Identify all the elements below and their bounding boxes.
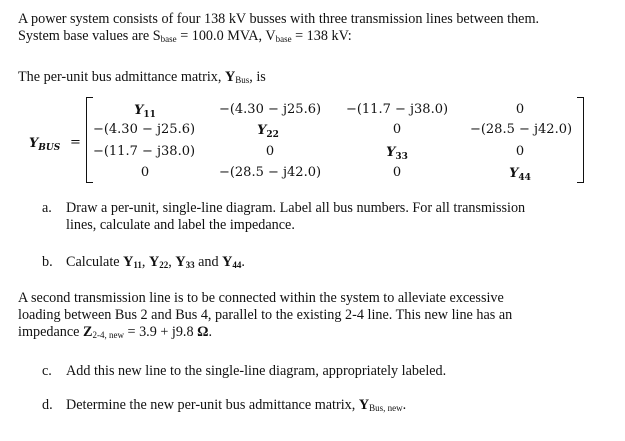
item-c-text: Add this new line to the single-line diagram, appropriately labeled. (66, 363, 447, 379)
matrix-cell-3-4: 0 (515, 144, 525, 159)
matrix-cell-2-1: −(4.30 − j25.6) (92, 122, 196, 137)
matrix-cell-4-1: 0 (140, 165, 150, 180)
matrix-cell-3-1: −(11.7 − j38.0) (92, 144, 196, 159)
matrix-left-bracket (86, 97, 93, 183)
item-b-text: Calculate $Y_{11}$, $Y_{22}$, $Y_{33}$ and $Y_{44}$. (66, 254, 245, 270)
matrix-equals: = (70, 135, 81, 150)
matrix-cell-2-4: −(28.5 − j42.0) (469, 122, 573, 137)
item-b-letter: b. (42, 254, 53, 270)
matrix-cell-4-3: 0 (392, 165, 402, 180)
matrix-intro: The per-unit bus admittance matrix, $Y_{Bus}$, is (18, 69, 266, 85)
second-line-paragraph: A second transmission line is to be connected within the system to alleviate excessive loading between Bus 2 and Bus 4, parallel to the existing 2-4 line. This new line has an impedance $Z_{2-4, new} = 3.9 + j9.8$ Ω. (18, 290, 513, 340)
item-d-text: Determine the new per-unit bus admittance matrix, $Y_{Bus, new}$. (66, 397, 407, 413)
matrix-cell-1-3: −(11.7 − j38.0) (345, 102, 449, 117)
intro-line-2: System base values are $S_{base} = 100.0$ MVA, $V_{base} = 138$ kV: (18, 28, 352, 44)
matrix-cell-y44: $Y_{44}$ (509, 166, 531, 183)
matrix-cell-2-3: 0 (392, 122, 402, 137)
item-a-letter: a. (42, 200, 52, 216)
matrix-cell-y22: $Y_{22}$ (257, 123, 279, 140)
item-d-letter: d. (42, 397, 53, 413)
matrix-right-bracket (577, 97, 584, 183)
matrix-cell-1-2: −(4.30 − j25.6) (218, 102, 322, 117)
matrix-cell-4-2: −(28.5 − j42.0) (218, 165, 322, 180)
admittance-matrix (0, 0, 625, 200)
matrix-cell-y33: $Y_{33}$ (386, 145, 408, 162)
matrix-label: $Y_{BUS}$ (29, 136, 61, 153)
item-a-text: Draw a per-unit, single-line diagram. Label all bus numbers. For all transmission lines, calculate and label the impedance. (66, 200, 526, 233)
matrix-cell-y11: $Y_{11}$ (134, 103, 156, 120)
matrix-cell-3-2: 0 (265, 144, 275, 159)
matrix-cell-1-4: 0 (515, 102, 525, 117)
intro-line-1: A power system consists of four 138 kV busses with three transmission lines between them. (18, 11, 540, 27)
item-c-letter: c. (42, 363, 52, 379)
